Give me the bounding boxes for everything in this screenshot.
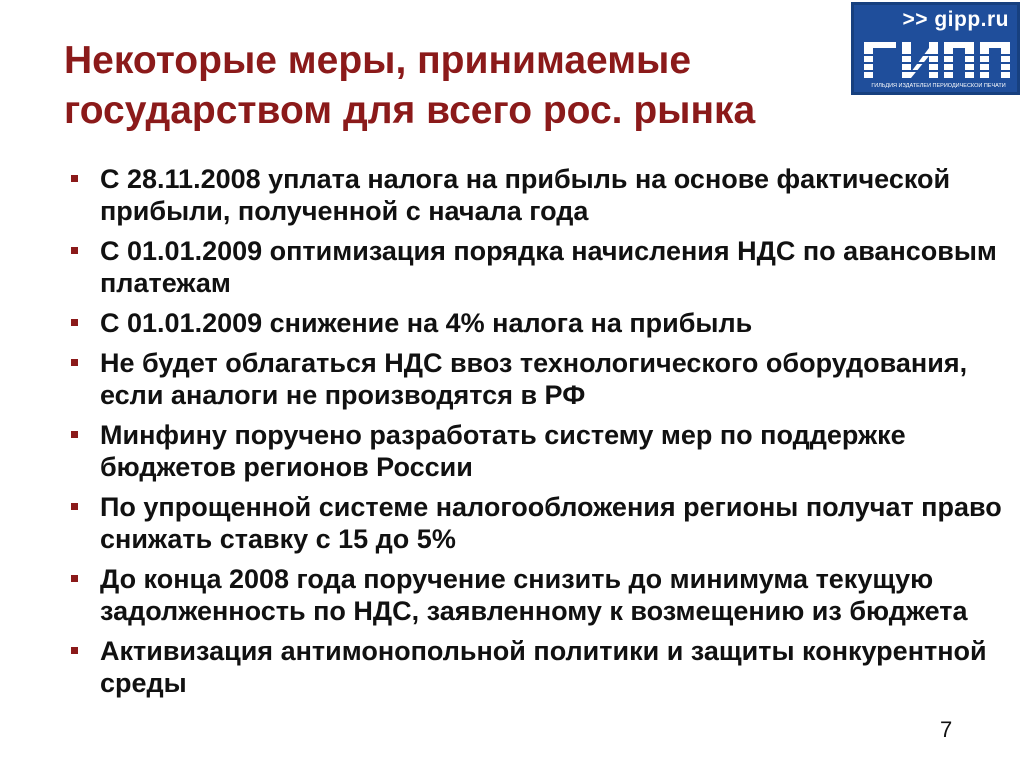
slide-title-line-2: государством для всего рос. рынка (64, 89, 756, 132)
bullet-square-icon (71, 431, 78, 438)
bullet-text: Активизация антимонопольной политики и защиты конкурентной среды (100, 636, 987, 698)
bullet-text: Не будет облагаться НДС ввоз технологического оборудования, если аналоги не производятся в РФ (100, 348, 968, 410)
bullet-item (70, 635, 1005, 699)
bullet-square-icon (71, 575, 78, 582)
bullet-text: По упрощенной системе налогообложения регионы получат право снижать ставку с 15 до 5% (100, 492, 1002, 554)
logo-subtitle: ГИЛЬДИЯ ИЗДАТЕЛЕЙ ПЕРИОДИЧЕСКОЙ ПЕЧАТИ (871, 83, 1006, 89)
gipp-logo-mark-icon (864, 38, 1014, 80)
bullet-square-icon (71, 359, 78, 366)
logo-url-text: >> gipp.ru (902, 8, 1009, 31)
bullet-item (70, 307, 1005, 339)
bullet-text: С 01.01.2009 оптимизация порядка начисления НДС по авансовым платежам (100, 236, 997, 298)
bullet-text: До конца 2008 года поручение снизить до минимума текущую задолженность по НДС, заявленному к возмещению из бюджета (100, 564, 968, 626)
slide-title-line-1: Некоторые меры, принимаемые (64, 39, 692, 82)
bullet-item (70, 491, 1005, 555)
page-number: 7 (940, 717, 953, 742)
bullet-square-icon (71, 503, 78, 510)
slide-title (64, 36, 844, 136)
bullet-square-icon (71, 247, 78, 254)
gipp-logo[interactable] (851, 2, 1020, 95)
bullet-square-icon (71, 175, 78, 182)
bullet-text: С 01.01.2009 снижение на 4% налога на прибыль (100, 308, 753, 338)
bullet-item (70, 563, 1005, 627)
bullet-square-icon (71, 647, 78, 654)
bullet-item (70, 235, 1005, 299)
bullet-item (70, 347, 1005, 411)
bullet-text: С 28.11.2008 уплата налога на прибыль на основе фактической прибыли, полученной с начала года (100, 164, 951, 226)
bullet-text: Минфину поручено разработать систему мер по поддержке бюджетов регионов России (100, 420, 906, 482)
bullet-item (70, 163, 1005, 227)
bullet-square-icon (71, 319, 78, 326)
bullet-list (70, 163, 1005, 707)
bullet-item (70, 419, 1005, 483)
